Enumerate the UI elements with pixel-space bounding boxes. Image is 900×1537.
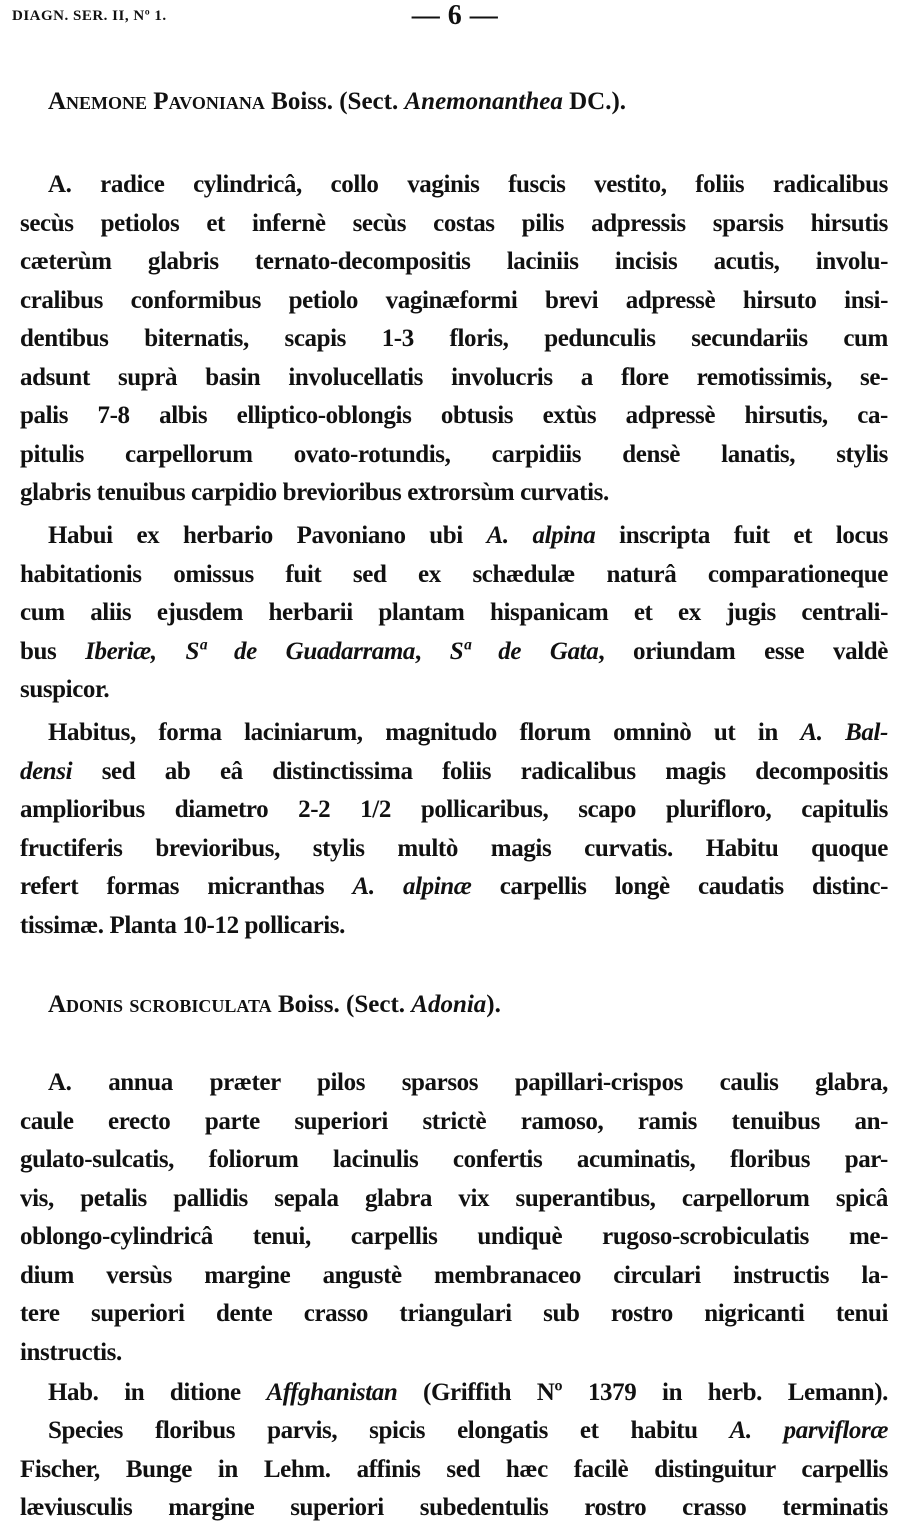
text-run: cralibus conformibus petiolo vaginæformi brevi adpressè hirsuto insi- [20,286,888,314]
text-run: Species floribus parvis, spicis elongatis et habitu [48,1417,730,1444]
text-line [20,556,888,595]
text-line [20,1489,888,1528]
italic-text: A. parvifloræ [729,1417,888,1444]
italic-text: Anemonanthea [404,88,563,115]
text-run: Hab. in ditione [48,1379,267,1406]
text-run: secùs petiolos et infernè secùs costas pilis adpressis sparsis hirsutis [20,209,888,237]
text-run: A. radice cylindricâ, collo vaginis fuscis vestito, foliis radicalibus [48,171,888,198]
text-line [20,359,888,398]
text-run: bus [20,637,86,665]
paragraph [20,1064,888,1372]
text-run: Habui ex herbario Pavoniano ubi [48,522,487,549]
text-line [20,282,888,321]
text-line [20,791,888,830]
italic-text: Iberiæ, Sª de Guadarrama [85,637,416,665]
text-run: Fischer, Bunge in Lehm. affinis sed hæc facilè distinguitur carpellis [20,1455,888,1483]
text-run: palis 7-8 albis elliptico-oblongis obtusis extùs adpressè hirsutis, ca- [20,402,888,429]
paragraph [20,517,888,710]
text-run: , [415,637,450,665]
text-line [20,1257,888,1296]
text-run: fructiferis brevioribus, stylis multò magis curvatis. Habitu quoque [20,834,888,862]
text-line [20,907,888,946]
text-line [20,166,888,205]
italic-text: densi [20,757,73,785]
text-run: DC.). [562,88,627,115]
text-line [20,517,888,556]
text-run: refert formas micranthas [20,873,353,900]
text-line [20,397,888,436]
text-run: oblongo-cylindricâ tenui, carpellis undiquè rugoso-scrobiculatis me- [20,1223,888,1250]
text-line [20,474,888,513]
text-line [20,1180,888,1219]
italic-text: Affghanistan [266,1379,398,1406]
text-line [20,594,888,633]
italic-text: A. alpinæ [352,873,472,900]
text-line [20,1295,888,1334]
text-run: Boiss. (Sect. [264,88,405,115]
text-line [20,753,888,792]
text-run: habitationis omissus fuit sed ex schædulæ naturâ comparationeque [20,560,888,588]
text-run: dentibus biternatis, scapis 1-3 floris, pedunculis secundariis cum [20,325,888,352]
text-line [20,1141,888,1180]
text-run: tissimæ. Planta 10-12 pollicaris. [20,911,345,939]
text-run: glabris tenuibus carpidio brevioribus extrorsùm curvatis. [20,479,609,506]
section-title [48,88,626,116]
text-run: cæterùm glabris ternato-decompositis laciniis incisis acutis, involu- [20,248,888,275]
text-line [20,1334,888,1373]
text-run: suspicor. [20,676,110,703]
paragraph [20,1374,888,1413]
text-line [20,1374,888,1413]
text-run: ). [486,991,501,1018]
text-line [20,1412,888,1451]
text-line [20,1064,888,1103]
text-run: Habitus, forma laciniarum, magnitudo florum omninò ut in [48,719,801,746]
text-run: cum aliis ejusdem herbarii plantam hispanicam et ex jugis centrali- [20,599,888,626]
taxon-name: Adonis scrobiculata [48,991,272,1018]
taxon-name: Anemone Pavoniana [48,88,265,115]
text-line [20,205,888,244]
paragraph [20,1412,888,1528]
text-run: (Griffith Nº 1379 in herb. Lemann). [397,1379,888,1406]
text-run: sed ab eâ distinctissima foliis radicalibus magis decompositis [72,757,888,785]
text-run: , oriundam esse valdè [598,637,888,665]
text-line [20,830,888,869]
text-line [20,1103,888,1142]
paragraph [20,166,888,513]
text-run: gulato-sulcatis, foliorum lacinulis confertis acuminatis, floribus par- [20,1146,888,1173]
text-line [20,1451,888,1490]
text-run: Boiss. (Sect. [271,991,412,1018]
text-run: instructis. [20,1338,122,1366]
text-run: A. annua præter pilos sparsos papillari-crispos caulis glabra, [48,1069,888,1096]
text-line [20,868,888,907]
text-run: tere superiori dente crasso triangulari sub rostro nigricanti tenui [20,1300,888,1327]
paragraph [20,714,888,945]
text-run: læviusculis margine superiori subedentulis rostro crasso terminatis [20,1494,888,1521]
italic-text: Sª de Gata [449,637,599,665]
italic-text: A. Bal- [800,719,888,746]
italic-text: Adonia [411,991,487,1018]
running-title: DIAGN. SER. II, Nº 1. [12,8,167,24]
italic-text: A. alpina [486,522,596,549]
text-run: vis, petalis pallidis sepala glabra vix superantibus, carpellorum spicâ [20,1184,888,1212]
text-line [20,671,888,710]
page-number: — 6 — [411,0,499,31]
text-run: adsunt suprà basin involucellatis involucris a flore remotissimis, se- [20,363,888,391]
text-run: carpellis longè caudatis distinc- [471,873,889,900]
section-title [48,991,501,1019]
text-line [20,714,888,753]
text-line [20,320,888,359]
text-line [20,243,888,282]
text-line [20,436,888,475]
text-run: dium versùs margine angustè membranaceo circulari instructis la- [20,1261,888,1289]
text-run: pitulis carpellorum ovato-rotundis, carpidiis densè lanatis, stylis [20,440,888,468]
text-line [20,1218,888,1257]
text-run: caule erecto parte superiori strictè ramoso, ramis tenuibus an- [20,1107,888,1135]
text-line [20,633,888,672]
text-run: inscripta fuit et locus [595,522,888,549]
text-run: amplioribus diametro 2-2 1/2 pollicaribus, scapo plurifloro, capitulis [20,796,888,823]
